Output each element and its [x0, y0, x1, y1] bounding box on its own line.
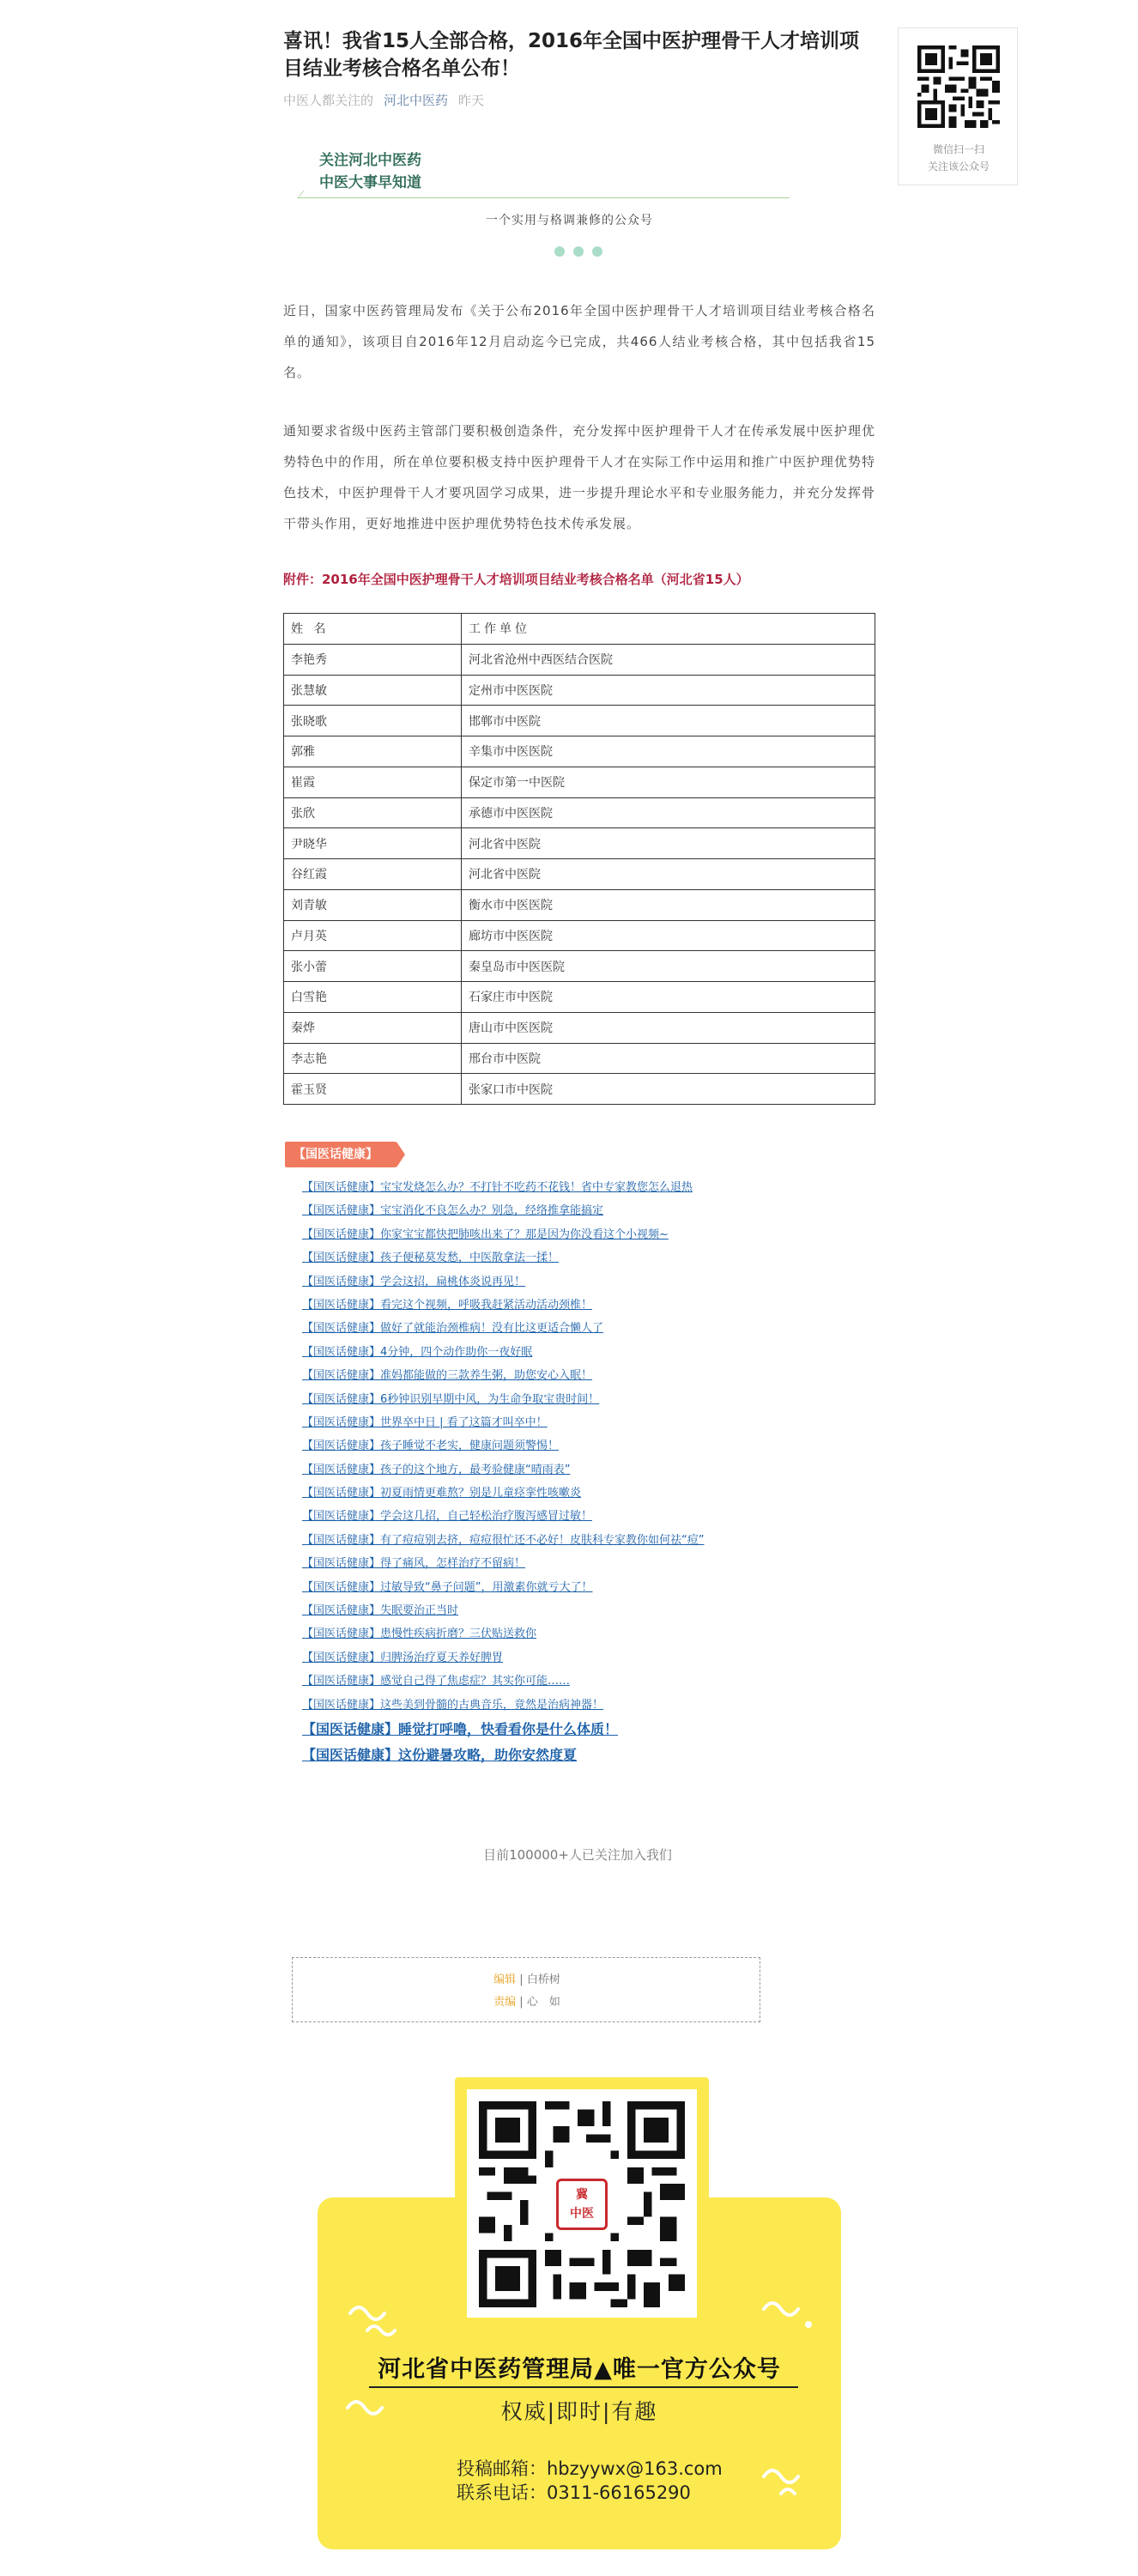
banner-line-1: 关注河北中医药	[319, 152, 421, 169]
table-row	[284, 859, 875, 890]
cell-unit: 秦皇岛市中医医院	[462, 951, 875, 982]
decor-squiggle-icon	[342, 2279, 410, 2339]
body-paragraph-2: 通知要求省级中医药主管部门要积极创造条件，充分发挥中医护理骨干人才在传承发展中医护理优势特色中的作用，所在单位要积极支持中医护理骨干人才在实际工作中运用和推广中医护理优势特色技术，中医护理骨干人才要巩固学习成果，进一步提升理论水平和专业服务能力，并充分发挥骨干带头作用，更好地推进中医护理优势特色技术传承发展。	[283, 423, 875, 531]
table-row	[284, 797, 875, 828]
table-row	[284, 644, 875, 675]
contact-email: 投稿邮箱：hbzyywx@163.com	[457, 2458, 723, 2479]
qr-caption-follow: 关注该公众号	[927, 161, 990, 173]
body-paragraph-1: 近日，国家中医药管理局发布《关于公布2016年全国中医护理骨干人才培训项目结业考核合格名单的通知》，该项目自2016年12月启动迄今已完成，共466人结业考核合格，其中包括我省15名。	[283, 303, 875, 380]
cell-name: 郭雅	[284, 736, 462, 767]
cell-name: 尹晓华	[284, 828, 462, 859]
table-row	[284, 920, 875, 951]
editor-label: 编辑	[493, 1973, 517, 1986]
article-title: 喜讯！我省15人全部合格，2016年全国中医护理骨干人才培训项目结业考核合格名单公布！	[283, 30, 860, 80]
cell-unit: 石家庄市中医院	[462, 982, 875, 1013]
cell-unit: 衡水市中医医院	[462, 889, 875, 920]
related-article-link[interactable]: 【国医话健康】宝宝消化不良怎么办？别急，经络推拿能搞定	[302, 1204, 604, 1218]
banner-line-2: 中医大事早知道	[319, 174, 421, 191]
table-row	[284, 675, 875, 706]
cell-unit: 邢台市中医院	[462, 1043, 875, 1074]
related-article-link[interactable]: 【国医话健康】孩子睡觉不老实，健康问题须警惕！	[302, 1440, 560, 1453]
seal-logo-icon	[556, 2179, 608, 2230]
contact-phone: 联系电话：0311-66165290	[457, 2482, 691, 2503]
chief-editor-value: 心 如	[526, 1996, 560, 2009]
related-article-link[interactable]: 【国医话健康】你家宝宝都快把肺咳出来了？那是因为你没看这个小视频~	[302, 1227, 669, 1241]
related-article-link[interactable]: 【国医话健康】准妈都能做的三款养生粥，助您安心入眠！	[302, 1369, 593, 1383]
cell-name: 霍玉贤	[284, 1074, 462, 1105]
cell-name: 张小蕾	[284, 951, 462, 982]
table-body	[284, 644, 875, 1104]
table-row	[284, 1074, 875, 1105]
related-article-link[interactable]: 【国医话健康】有了痘痘别去挤，痘痘很忙还不必好！皮肤科专家教你如何祛“痘”	[302, 1533, 705, 1547]
cell-unit: 辛集市中医医院	[462, 736, 875, 767]
related-article-link[interactable]: 【国医话健康】4分钟，四个动作助你一夜好眠	[302, 1345, 533, 1359]
cell-name: 谷红霞	[284, 859, 462, 890]
table-row	[284, 951, 875, 982]
cell-name: 张慧敏	[284, 675, 462, 706]
related-article-link[interactable]: 【国医话健康】这份避暑攻略，助你安然度夏	[302, 1746, 578, 1763]
cell-name: 李志艳	[284, 1043, 462, 1074]
related-articles-list	[302, 1176, 903, 1768]
related-article-link[interactable]: 【国医话健康】孩子便秘莫发愁，中医散拿法一揉！	[302, 1252, 560, 1265]
cell-unit: 定州市中医医院	[462, 675, 875, 706]
cell-name: 秦烨	[284, 1012, 462, 1043]
appendix-heading: 附件：2016年全国中医护理骨干人才培训项目结业考核合格名单（河北省15人）	[283, 572, 749, 587]
qr-follow-panel	[898, 27, 1018, 185]
cell-name: 卢月英	[284, 920, 462, 951]
related-article-link[interactable]: 【国医话健康】世界卒中日 | 看了这篇才叫卒中！	[302, 1415, 548, 1429]
table-row	[284, 736, 875, 767]
related-article-link[interactable]: 【国医话健康】宝宝发烧怎么办？不打针不吃药不花钱！省中专家教您怎么退热	[302, 1181, 693, 1194]
banner-dot	[592, 246, 602, 257]
related-article-link[interactable]: 【国医话健康】过敏导致“鼻子问题”，用激素你就亏大了！	[302, 1580, 593, 1594]
cell-name: 白雪艳	[284, 982, 462, 1013]
account-link[interactable]: 河北中医药	[384, 93, 449, 108]
related-article-link[interactable]: 【国医话健康】得了痛风，怎样治疗不留病！	[302, 1557, 526, 1571]
cell-unit: 承德市中医医院	[462, 797, 875, 828]
cell-unit: 唐山市中医医院	[462, 1012, 875, 1043]
qr-caption-scan: 微信扫一扫	[932, 143, 984, 155]
related-article-link[interactable]: 【国医话健康】学会这招，扁桃体炎说再见！	[302, 1275, 526, 1288]
decor-squiggle-icon	[755, 2451, 824, 2502]
cell-unit: 邯郸市中医院	[462, 706, 875, 736]
table-header-row	[284, 614, 875, 645]
related-article-link[interactable]: 【国医话健康】孩子的这个地方，最考验健康“晴雨表”	[302, 1463, 571, 1476]
cell-unit: 河北省中医院	[462, 828, 875, 859]
column-header-unit: 工作单位	[462, 614, 875, 645]
related-article-link[interactable]: 【国医话健康】感觉自己得了焦虑症？其实你可能……	[302, 1675, 571, 1688]
banner-dot	[554, 246, 565, 257]
cell-name: 崔霞	[284, 767, 462, 797]
table-row	[284, 706, 875, 736]
banner-dot	[573, 246, 584, 257]
card-subtitle: 权威|即时|有趣	[500, 2399, 658, 2424]
related-article-link[interactable]: 【国医话健康】初夏雨情更难熬？别是儿童痉挛性咳嗽炎	[302, 1487, 582, 1500]
followers-count: 目前100000+人已关注加入我们	[483, 1847, 672, 1863]
related-article-link[interactable]: 【国医话健康】失眠要治正当时	[302, 1604, 459, 1618]
related-article-link[interactable]: 【国医话健康】归脾汤治疗夏天养好脾胃	[302, 1651, 504, 1664]
column-tag-badge: 【国医话健康】	[285, 1142, 396, 1167]
cell-unit: 河北省沧州中西医结合医院	[462, 644, 875, 675]
banner-divider	[300, 197, 790, 198]
editor-credits	[292, 1957, 760, 2022]
decor-squiggle-icon	[755, 2283, 824, 2335]
table-row	[284, 1043, 875, 1074]
related-article-link[interactable]: 【国医话健康】做好了就能治颈椎病！没有比这更适合懒人了	[302, 1322, 604, 1336]
qualified-list-table	[283, 613, 875, 1105]
qr-code-icon	[917, 45, 1000, 128]
publish-time: 昨天	[458, 93, 485, 108]
meta-prefix: 中医人都关注的	[283, 93, 374, 108]
article-meta	[283, 91, 484, 109]
cell-name: 李艳秀	[284, 644, 462, 675]
related-article-link[interactable]: 【国医话健康】6秒钟识别早期中风，为生命争取宝贵时间！	[302, 1392, 600, 1406]
related-article-link[interactable]: 【国医话健康】这些美到骨髓的古典音乐，竟然是治病神器！	[302, 1698, 604, 1712]
card-title: 河北省中医药管理局▲唯一官方公众号	[378, 2356, 781, 2383]
table-row	[284, 828, 875, 859]
cell-unit: 河北省中医院	[462, 859, 875, 890]
seal-text-bottom: 中医	[570, 2207, 594, 2221]
table-row	[284, 767, 875, 797]
related-article-link[interactable]: 【国医话健康】看完这个视频，呼吸我赶紧活动活动颈椎！	[302, 1298, 593, 1312]
column-header-name: 姓 名	[284, 614, 462, 645]
tag-arrow	[396, 1142, 405, 1167]
table-row	[284, 982, 875, 1013]
banner-subtitle: 一个实用与格调兼修的公众号	[486, 214, 653, 227]
cell-unit: 张家口市中医院	[462, 1074, 875, 1105]
table-row	[284, 889, 875, 920]
editor-row: 编辑 | 白桥树	[493, 1973, 560, 1986]
chief-editor-row: 责编 | 心 如	[493, 1996, 560, 2009]
seal-text-top: 冀	[576, 2188, 588, 2202]
related-article-link[interactable]: 【国医话健康】学会这几招，自己轻松治疗腹泻感冒过敏！	[302, 1510, 593, 1524]
cell-name: 刘青敏	[284, 889, 462, 920]
cell-name: 张欣	[284, 797, 462, 828]
related-article-link[interactable]: 【国医话健康】睡觉打呼噜，快看看你是什么体质！	[302, 1720, 619, 1737]
card-title-underline	[369, 2386, 798, 2388]
table-row	[284, 1012, 875, 1043]
cell-unit: 保定市第一中医院	[462, 767, 875, 797]
cell-name: 张晓歌	[284, 706, 462, 736]
related-article-link[interactable]: 【国医话健康】患慢性疾病折磨？三伏贴送救你	[302, 1627, 537, 1641]
editor-value: 白桥树	[526, 1973, 560, 1986]
cell-unit: 廊坊市中医医院	[462, 920, 875, 951]
chief-editor-label: 责编	[493, 1996, 517, 2009]
